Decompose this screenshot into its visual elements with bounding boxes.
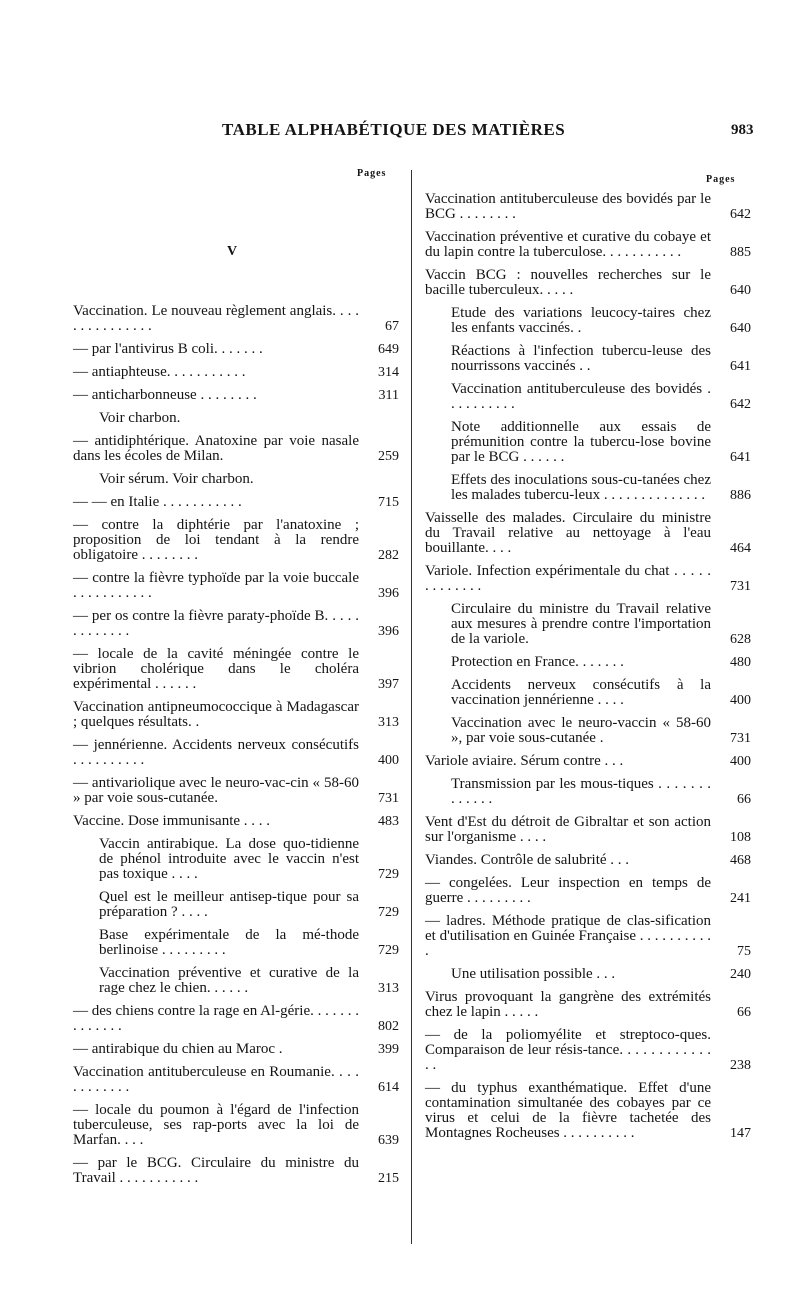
index-entry [73, 365, 399, 380]
entry-page: 729 [378, 943, 399, 958]
entry-text: — du typhus exanthématique. Effet d'une contamination simultanée des cobayes par ce virus et celui de la fièvre tachetée des Montagnes Rocheuses . . . . . . . . . . [425, 1080, 711, 1141]
entry-text: — ladres. Méthode pratique de clas-sification et d'utilisation en Guinée Française . . . . . . . . . . . [425, 913, 711, 959]
index-entry [73, 1042, 399, 1057]
index-entry [73, 388, 399, 403]
entry-page: 147 [730, 1126, 751, 1141]
index-entry [425, 716, 751, 746]
entry-page: 639 [378, 1133, 399, 1148]
entry-text: — — en Italie . . . . . . . . . . . [73, 494, 242, 510]
index-entry [425, 420, 751, 465]
index-entry [73, 411, 399, 426]
entry-text: — locale de la cavité méningée contre le vibrion cholérique dans le choléra expérimental . . . . . . [73, 646, 359, 692]
column-divider [411, 170, 412, 1244]
entry-text: — congelées. Leur inspection en temps de guerre . . . . . . . . . [425, 875, 711, 906]
index-entry [73, 472, 399, 487]
index-entry [425, 564, 751, 594]
index-entry [425, 230, 751, 260]
entry-text: — locale du poumon à l'égard de l'infection tuberculeuse, ses rap-ports avec la loi de Marfan. . . . [73, 1102, 359, 1148]
entry-text: — contre la diphtérie par l'anatoxine ; proposition de loi tendant à la rendre obligatoire . . . . . . . . [73, 517, 359, 563]
entry-page: 614 [378, 1080, 399, 1095]
entry-text: — anticharbonneuse . . . . . . . . [73, 387, 257, 403]
index-entry [73, 1004, 399, 1034]
index-entry [425, 1081, 751, 1141]
entry-text: — par le BCG. Circulaire du ministre du Travail . . . . . . . . . . . [73, 1155, 359, 1186]
entry-text: Viandes. Contrôle de salubrité . . . [425, 852, 630, 868]
index-entry [425, 967, 751, 982]
index-entry [425, 306, 751, 336]
entry-text: Etude des variations leucocy-taires chez les enfants vaccinés. . [451, 305, 711, 336]
entry-page: 311 [378, 388, 399, 403]
entry-page: 802 [378, 1019, 399, 1034]
entry-page: 259 [378, 449, 399, 464]
entry-page: 628 [730, 632, 751, 647]
index-entry [73, 1156, 399, 1186]
index-entry [425, 192, 751, 222]
entry-text: Virus provoquant la gangrène des extrémités chez le lapin . . . . . [425, 989, 711, 1020]
index-entry [425, 754, 751, 769]
index-entry [425, 876, 751, 906]
entry-page: 313 [378, 981, 399, 996]
entry-text: Quel est le meilleur antisep-tique pour sa préparation ? . . . . [99, 889, 359, 920]
entry-page: 314 [378, 365, 399, 380]
index-entry [73, 304, 399, 334]
entry-text: Vaccination avec le neuro-vaccin « 58-60 », par voie sous-cutanée . [451, 715, 711, 746]
index-entry [425, 678, 751, 708]
index-entry [425, 511, 751, 556]
index-entry [73, 609, 399, 639]
entry-page: 396 [378, 624, 399, 639]
index-entry [73, 966, 399, 996]
entry-page: 641 [730, 359, 751, 374]
entry-page: 640 [730, 321, 751, 336]
left-column [73, 304, 399, 1194]
entry-text: Variole. Infection expérimentale du chat . . . . . . . . . . . . . [425, 563, 711, 594]
entry-page: 729 [378, 905, 399, 920]
entry-page: 240 [730, 967, 751, 982]
entry-text: Note additionnelle aux essais de prémunition contre la tubercu-lose bovine par le BCG . . . . . . [451, 419, 711, 465]
entry-page: 886 [730, 488, 751, 503]
index-entry [73, 738, 399, 768]
entry-page: 282 [378, 548, 399, 563]
entry-text: — antirabique du chien au Maroc . [73, 1041, 283, 1057]
index-entry [425, 777, 751, 807]
entry-page: 399 [378, 1042, 399, 1057]
entry-text: Vent d'Est du détroit de Gibraltar et son action sur l'organisme . . . . [425, 814, 711, 845]
entry-text: Vaccin antirabique. La dose quo-tidienne de phénol introduite avec le vaccin n'est pas toxique . . . . [99, 836, 359, 882]
index-entry [73, 342, 399, 357]
index-entry [73, 518, 399, 563]
entry-page: 641 [730, 450, 751, 465]
entry-page: 731 [378, 791, 399, 806]
entry-text: — jennérienne. Accidents nerveux consécutifs . . . . . . . . . . [73, 737, 359, 768]
index-entry [73, 837, 399, 882]
entry-text: — antiaphteuse. . . . . . . . . . . [73, 364, 246, 380]
entry-page: 464 [730, 541, 751, 556]
entry-page: 642 [730, 207, 751, 222]
entry-text: — des chiens contre la rage en Al-gérie. . . . . . . . . . . . . . [73, 1003, 359, 1034]
entry-page: 480 [730, 655, 751, 670]
entry-page: 731 [730, 579, 751, 594]
entry-text: Transmission par les mous-tiques . . . . . . . . . . . . . [451, 776, 711, 807]
entry-page: 640 [730, 283, 751, 298]
index-entry [73, 434, 399, 464]
index-entry [425, 655, 751, 670]
entry-page: 715 [378, 495, 399, 510]
entry-text: Vaccination antipneumococcique à Madagascar ; quelques résultats. . [73, 699, 359, 730]
entry-text: Voir sérum. Voir charbon. [99, 471, 254, 487]
entry-page: 397 [378, 677, 399, 692]
index-entry [73, 495, 399, 510]
entry-page: 241 [730, 891, 751, 906]
index-entry [73, 1103, 399, 1148]
index-entry [73, 890, 399, 920]
entry-page: 66 [737, 1005, 751, 1020]
entry-text: — antidiphtérique. Anatoxine par voie nasale dans les écoles de Milan. [73, 433, 359, 464]
index-entry [425, 990, 751, 1020]
index-entry [425, 1028, 751, 1073]
index-entry [73, 700, 399, 730]
index-entry [73, 571, 399, 601]
entry-page: 313 [378, 715, 399, 730]
index-entry [73, 1065, 399, 1095]
entry-page: 396 [378, 586, 399, 601]
entry-page: 400 [378, 753, 399, 768]
right-column [425, 192, 751, 1149]
section-letter: V [227, 244, 238, 259]
entry-text: Réactions à l'infection tubercu-leuse des nourrissons vaccinés . . [451, 343, 711, 374]
entry-page: 468 [730, 853, 751, 868]
entry-page: 108 [730, 830, 751, 845]
entry-text: Une utilisation possible . . . [451, 966, 616, 982]
entry-page: 67 [385, 319, 399, 334]
entry-text: — antivariolique avec le neuro-vac-cin « 58-60 » par voie sous-cutanée. [73, 775, 359, 806]
entry-text: — contre la fièvre typhoïde par la voie buccale . . . . . . . . . . . [73, 570, 359, 601]
index-entry [425, 914, 751, 959]
entry-text: Vaccination. Le nouveau règlement anglais. . . . . . . . . . . . . . . [73, 303, 359, 334]
page-title: TABLE ALPHABÉTIQUE DES MATIÈRES [222, 120, 566, 139]
index-entry [425, 344, 751, 374]
index-entry [73, 647, 399, 692]
entry-page: 400 [730, 754, 751, 769]
right-column-label: Pages [706, 174, 736, 185]
entry-text: Protection en France. . . . . . . [451, 654, 624, 670]
entry-text: Voir charbon. [99, 410, 181, 426]
entry-text: Effets des inoculations sous-cu-tanées chez les malades tubercu-leux . . . . . . . . . . . . . . [451, 472, 711, 503]
entry-text: Vaccin BCG : nouvelles recherches sur le bacille tuberculeux. . . . . [425, 267, 711, 298]
entry-text: — de la poliomyélite et streptoco-ques. Comparaison de leur résis-tance. . . . . . . . . . . . . . [425, 1027, 711, 1073]
index-entry [425, 473, 751, 503]
entry-page: 649 [378, 342, 399, 357]
entry-page: 642 [730, 397, 751, 412]
entry-page: 483 [378, 814, 399, 829]
entry-page: 66 [737, 792, 751, 807]
entry-text: Circulaire du ministre du Travail relative aux mesures à prendre contre l'importation de la variole. [451, 601, 711, 647]
entry-text: Vaccine. Dose immunisante . . . . [73, 813, 271, 829]
entry-page: 215 [378, 1171, 399, 1186]
page-number: 983 [731, 122, 754, 138]
entry-text: Vaccination antituberculeuse des bovidés . . . . . . . . . . [451, 381, 711, 412]
entry-page: 885 [730, 245, 751, 260]
index-entry [425, 815, 751, 845]
index-entry [425, 602, 751, 647]
entry-text: Accidents nerveux consécutifs à la vaccination jennérienne . . . . [451, 677, 711, 708]
entry-text: — per os contre la fièvre paraty-phoïde B. . . . . . . . . . . . . [73, 608, 359, 639]
entry-text: — par l'antivirus B coli. . . . . . . [73, 341, 263, 357]
index-entry [425, 382, 751, 412]
index-entry [73, 776, 399, 806]
entry-page: 729 [378, 867, 399, 882]
entry-page: 75 [737, 944, 751, 959]
index-entry [73, 928, 399, 958]
index-entry [73, 814, 399, 829]
entry-page: 400 [730, 693, 751, 708]
index-entry [425, 853, 751, 868]
index-entry [425, 268, 751, 298]
left-column-label: Pages [357, 168, 387, 179]
entry-page: 731 [730, 731, 751, 746]
entry-page: 238 [730, 1058, 751, 1073]
entry-text: Variole aviaire. Sérum contre . . . [425, 753, 624, 769]
entry-text: Vaisselle des malades. Circulaire du ministre du Travail relative au nettoyage à l'eau bouillante. . . . [425, 510, 711, 556]
entry-text: Vaccination antituberculeuse des bovidés par le BCG . . . . . . . . [425, 191, 711, 222]
entry-text: Vaccination préventive et curative de la rage chez le chien. . . . . . [99, 965, 359, 996]
entry-text: Vaccination préventive et curative du cobaye et du lapin contre la tuberculose. . . . . . . . . . . [425, 229, 711, 260]
entry-text: Base expérimentale de la mé-thode berlinoise . . . . . . . . . [99, 927, 359, 958]
entry-text: Vaccination antituberculeuse en Roumanie. . . . . . . . . . . . [73, 1064, 359, 1095]
